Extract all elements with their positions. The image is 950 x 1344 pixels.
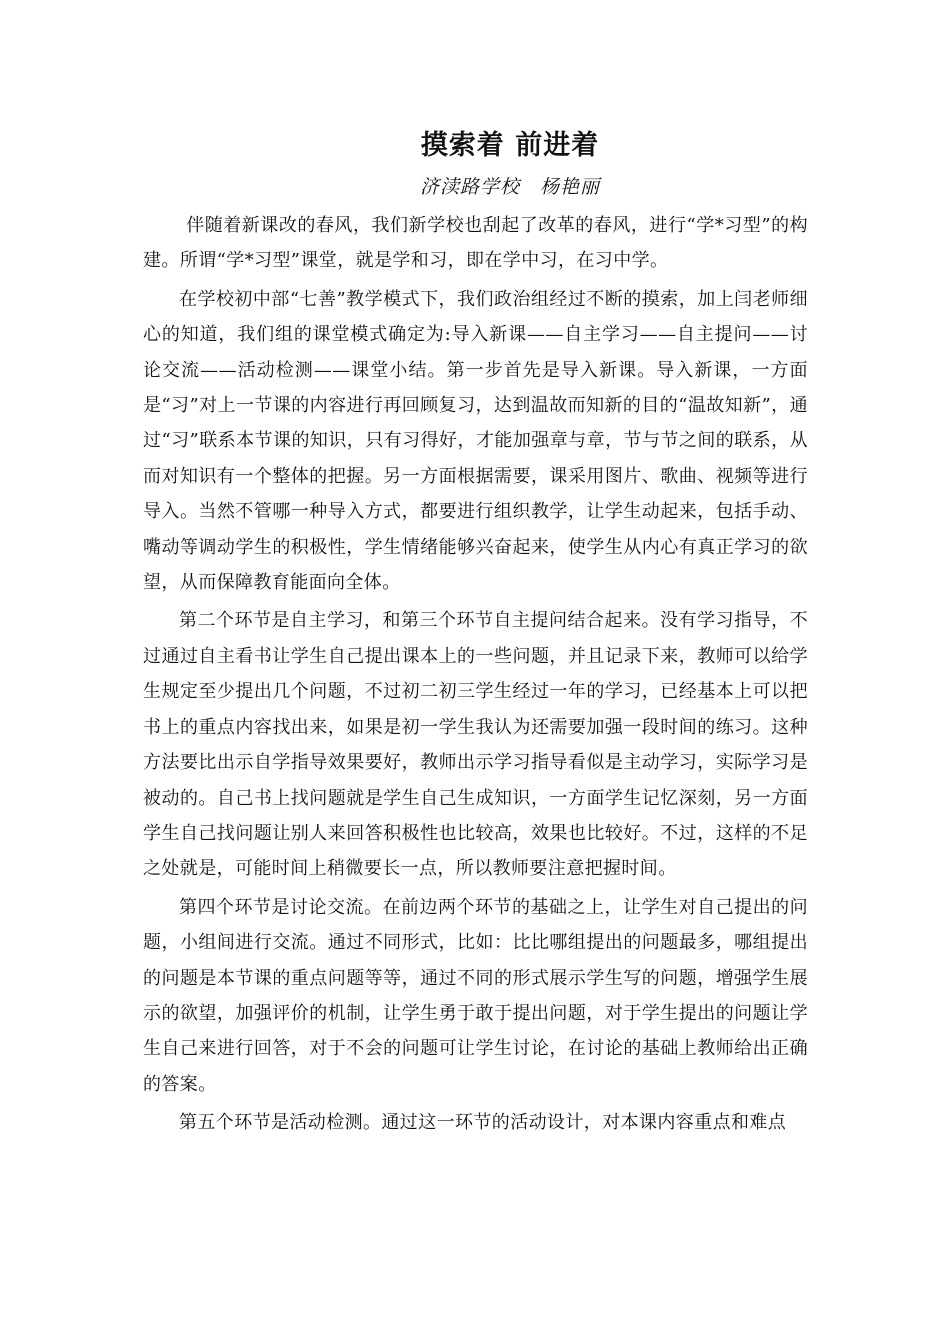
paragraph-step-five: 第五个环节是活动检测。通过这一环节的活动设计，对本课内容重点和难点 [179,1112,787,1134]
document-title: 摸索着 前进着 [420,130,600,161]
document-author: 济渎路学校 杨艳丽 [419,176,600,198]
document-body [143,208,808,1141]
paragraph-step-one: 在学校初中部“七善”教学模式下，我们政治组经过不断的摸索，加上闫老师细心的知道，我们组的课堂模式确定为:导入新课——自主学习——自主提问——讨论交流——活动检测——课堂小结。第一步首先是导入新课。导入新课，一方面是“习”对上一节课的内容进行再回顾复习，达到温故而知新的目的“温故知新”，通过“习”联系本节课的知识，只有习得好，才能加强章与章，节与节之间的联系，从而对知识有一个整体的把握。另一方面根据需要，课采用图片、歌曲、视频等进行导入。当然不管哪一种导入方式，都要进行组织教学，让学生动起来，包括手动、嘴动等调动学生的积极性，学生情绪能够兴奋起来，使学生从内心有真正学习的欲望，从而保障教育能面向全体。 [143,288,808,594]
paragraph-intro: 伴随着新课改的春风，我们新学校也刮起了改革的春风，进行“学*习型”的构建。所谓“学*习型”课堂，就是学和习，即在学中习，在习中学。 [143,215,808,272]
paragraph-step-four: 第四个环节是讨论交流。在前边两个环节的基础之上，让学生对自己提出的问题，小组间进行交流。通过不同形式，比如：比比哪组提出的问题最多，哪组提出的问题是本节课的重点问题等等，通过不同的形式展示学生写的问题，增强学生展示的欲望，加强评价的机制，让学生勇于敢于提出问题，对于学生提出的问题让学生自己来进行回答，对于不会的问题可让学生讨论，在讨论的基础上教师给出正确的答案。 [143,896,808,1095]
paragraph-step-two-three: 第二个环节是自主学习，和第三个环节自主提问结合起来。没有学习指导，不过通过自主看书让学生自己提出课本上的一些问题，并且记录下来，教师可以给学生规定至少提出几个问题，不过初二初三学生经过一年的学习，已经基本上可以把书上的重点内容找出来，如果是初一学生我认为还需要加强一段时间的练习。这种方法要比出示自学指导效果要好，教师出示学习指导看似是主动学习，实际学习是被动的。自己书上找问题就是学生自己生成知识，一方面学生记忆深刻，另一方面学生自己找问题让别人来回答积极性也比较高，效果也比较好。不过，这样的不足之处就是，可能时间上稍微要长一点，所以教师要注意把握时间。 [143,610,808,880]
